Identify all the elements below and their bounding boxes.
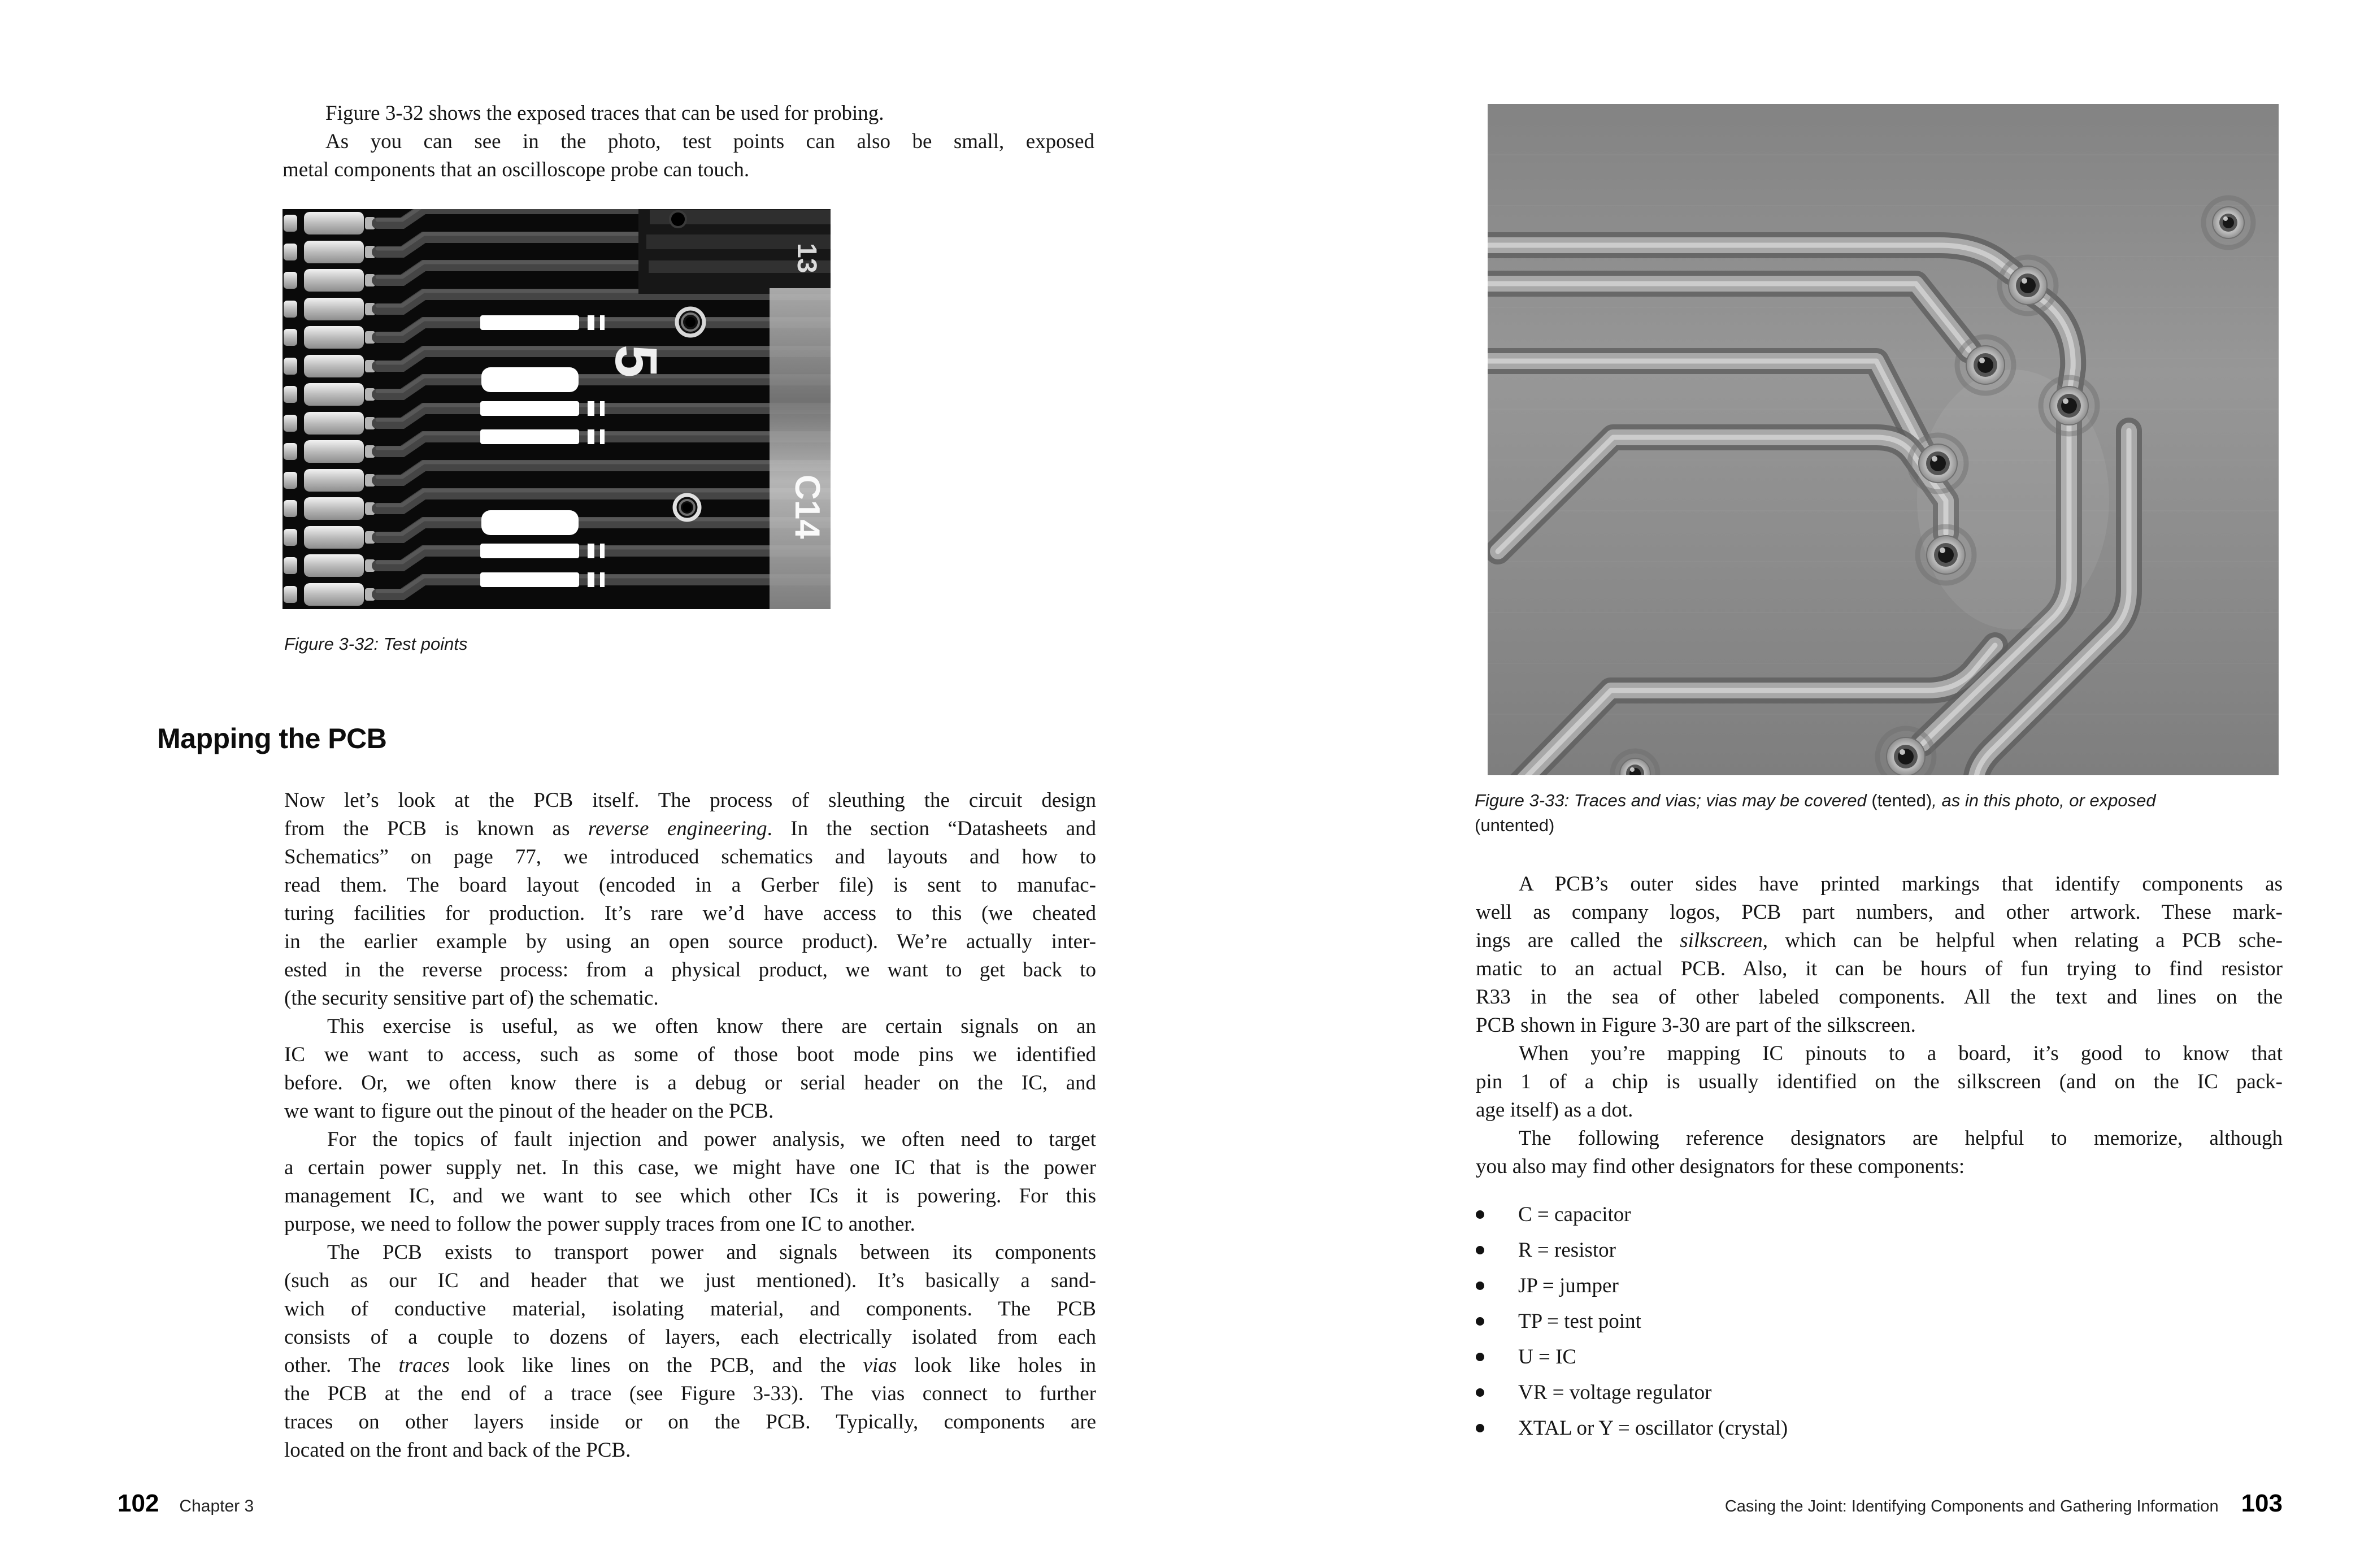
text-line: Figure 3-33: Traces and vias; vias may be covered (tented), as in this photo, or exposed [1475, 790, 2156, 810]
figure-3-32-photo [282, 209, 831, 609]
page-number: 102 [118, 1489, 159, 1517]
footer-right [1476, 1489, 2283, 1518]
list-item [1476, 1410, 2283, 1446]
text-line: (such as our IC and header that we just mentioned). It’s basically a sand- [284, 1269, 1096, 1292]
bullet-dot-icon [1476, 1424, 1484, 1432]
text-line: When you’re mapping IC pinouts to a board, it’s good to know that [1519, 1042, 2283, 1065]
text-line: matic to an actual PCB. Also, it can be hours of fun trying to find resistor [1476, 957, 2283, 980]
reference-designator-list [1476, 1197, 2283, 1446]
footer-left [118, 1489, 254, 1518]
page-left [0, 0, 1186, 1568]
text-line: The PCB exists to transport power and signals between its components [327, 1241, 1096, 1264]
text-line: Schematics” on page 77, we introduced schematics and layouts and how to [284, 845, 1096, 868]
text-line: well as company logos, PCB part numbers, and other artwork. These mark- [1476, 901, 2283, 924]
text-line: a certain power supply net. In this case, we might have one IC that is the power [284, 1156, 1096, 1179]
intro-paragraphs [282, 99, 1094, 184]
bullet-text: VR = voltage regulator [1518, 1381, 1712, 1404]
via [677, 309, 704, 336]
bullet-dot-icon [1476, 1246, 1484, 1254]
bullet-text: XTAL or Y = oscillator (crystal) [1518, 1417, 1788, 1440]
bullet-text: R = resistor [1518, 1239, 1616, 1262]
text-line: in the earlier example by using an open source product). We’re actually inter- [284, 930, 1096, 953]
text-line: As you can see in the photo, test points can also be small, exposed [325, 130, 1094, 153]
text-line: purpose, we need to follow the power supply traces from one IC to another. [284, 1213, 915, 1236]
text-line: age itself) as a dot. [1476, 1098, 1633, 1122]
list-item [1476, 1304, 2283, 1339]
figure-3-33-photo [1488, 104, 2279, 775]
text-line: traces on other layers inside or on the PCB. Typically, components are [284, 1410, 1096, 1434]
text-line: pin 1 of a chip is usually identified on the silkscreen (and on the IC pack- [1476, 1070, 2283, 1093]
text-line: from the PCB is known as reverse engineering. In the section “Datasheets and [284, 817, 1096, 840]
text-line: Now let’s look at the PCB itself. The process of sleuthing the circuit design [284, 789, 1096, 812]
text-line: other. The traces look like lines on the PCB, and the vias look like holes in [284, 1354, 1096, 1377]
silkscreen-label: 5 [603, 345, 669, 378]
via [1910, 435, 1966, 492]
page-number: 103 [2241, 1489, 2283, 1517]
text-line: ings are called the silkscreen, which can be helpful when relating a PCB sche- [1476, 929, 2283, 952]
text-line: the PCB at the end of a trace (see Figure 3-33). The vias connect to further [284, 1382, 1096, 1405]
body-text-right [1476, 870, 2283, 1181]
overexposed-area [770, 288, 831, 609]
bullet-dot-icon [1476, 1317, 1484, 1326]
text-line: ested in the reverse process: from a physical product, we want to get back to [284, 958, 1096, 981]
page-right [1186, 0, 2373, 1568]
via [675, 495, 699, 520]
text-line: turing facilities for production. It’s rare we’d have access to this (we cheated [284, 902, 1096, 925]
bullet-text: C = capacitor [1518, 1203, 1631, 1226]
text-line: IC we want to access, such as some of those boot mode pins we identified [284, 1043, 1096, 1066]
chapter-label: Chapter 3 [179, 1497, 254, 1515]
list-item [1476, 1197, 2283, 1232]
chapter-title-label: Casing the Joint: Identifying Components and Gathering Information [1724, 1497, 2219, 1515]
text-line: Figure 3-32: Test points [284, 634, 468, 654]
text-line: wich of conductive material, isolating material, and components. The PCB [284, 1297, 1096, 1321]
text-line: This exercise is useful, as we often know there are certain signals on an [327, 1015, 1096, 1038]
text-line: PCB shown in Figure 3-30 are part of the silkscreen. [1476, 1014, 1916, 1037]
list-item [1476, 1339, 2283, 1375]
text-line: (the security sensitive part of) the schematic. [284, 987, 659, 1010]
text-line: The following reference designators are helpful to memorize, although [1519, 1127, 2283, 1150]
bullet-text: JP = jumper [1518, 1274, 1619, 1297]
text-line: metal components that an oscilloscope probe can touch. [282, 158, 750, 181]
figure-3-33-caption [1475, 788, 2288, 838]
text-line: management IC, and we want to see which other ICs it is powering. For this [284, 1184, 1096, 1208]
text-line: For the topics of fault injection and power analysis, we often need to target [327, 1128, 1096, 1151]
via [2000, 257, 2056, 314]
text-line: located on the front and back of the PCB. [284, 1439, 631, 1462]
text-line: we want to figure out the pinout of the header on the PCB. [284, 1100, 774, 1123]
silkscreen-label: C14 [788, 475, 827, 539]
section-heading: Mapping the PCB [157, 723, 387, 754]
text-line: you also may find other designators for these components: [1476, 1155, 1965, 1178]
text-line: before. Or, we often know there is a debug or serial header on the IC, and [284, 1071, 1096, 1094]
bullet-dot-icon [1476, 1353, 1484, 1361]
bullet-text: U = IC [1518, 1345, 1577, 1369]
text-line: A PCB’s outer sides have printed markings that identify components as [1519, 872, 2283, 896]
text-line: consists of a couple to dozens of layers, each electrically isolated from each [284, 1326, 1096, 1349]
bullet-text: TP = test point [1518, 1310, 1641, 1333]
bullet-dot-icon [1476, 1282, 1484, 1290]
list-item [1476, 1375, 2283, 1410]
list-item [1476, 1268, 2283, 1304]
text-line: R33 in the sea of other labeled components. All the text and lines on the [1476, 985, 2283, 1009]
text-line: read them. The board layout (encoded in a Gerber file) is sent to manufac- [284, 874, 1096, 897]
body-text-left [284, 787, 1096, 1465]
silkscreen-label: 13 [792, 243, 822, 273]
text-line: (untented) [1475, 815, 1555, 835]
via [2041, 377, 2097, 434]
bullet-dot-icon [1476, 1210, 1484, 1219]
list-item [1476, 1232, 2283, 1268]
bullet-dot-icon [1476, 1388, 1484, 1397]
figure-3-32-caption [284, 632, 1096, 657]
via [1957, 337, 2014, 393]
via [1918, 527, 1974, 583]
text-line: Figure 3-32 shows the exposed traces that can be used for probing. [325, 102, 884, 125]
